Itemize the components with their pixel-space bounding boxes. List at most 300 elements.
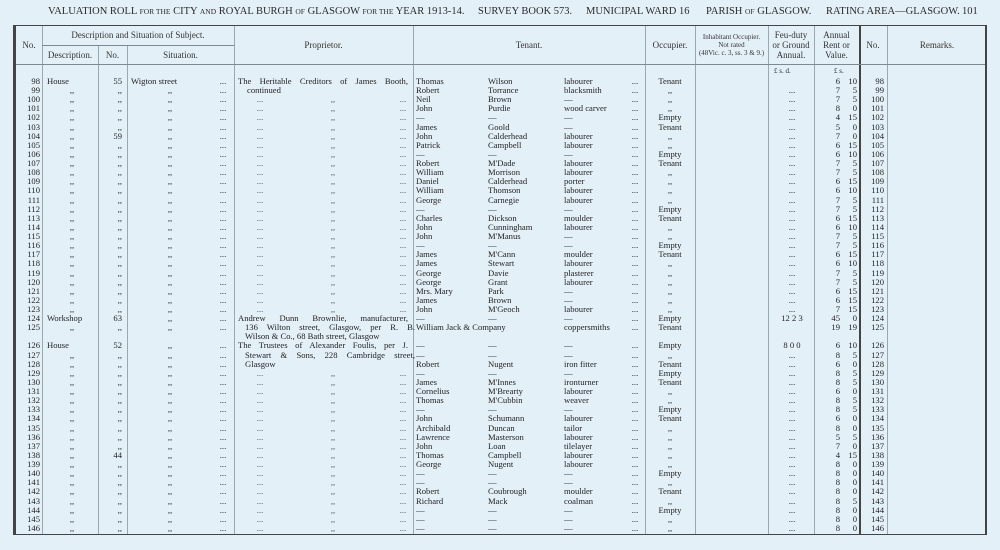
row-description: ,, <box>69 513 75 524</box>
row-number: 134 <box>27 413 40 424</box>
proprietor-line: The Trustees of Alexander Foulis, per J. <box>238 340 408 351</box>
tenant-dots: ... <box>631 367 639 378</box>
situation-dots: ... <box>219 276 227 287</box>
proprietor-ditto: ,, <box>330 422 336 433</box>
row-situation: ,, <box>167 158 173 169</box>
occupier-status: Tenant <box>658 121 682 132</box>
row-situation: ,, <box>167 522 173 533</box>
row-situation: ,, <box>167 185 173 196</box>
proprietor-ditto: ... <box>399 249 407 260</box>
rent-pounds: 6 <box>835 258 840 269</box>
proprietor-ditto: ... <box>256 413 264 424</box>
proprietor-ditto: ... <box>256 459 264 470</box>
row-situation: ,, <box>167 349 173 360</box>
row-situation: Wigton street <box>131 76 178 86</box>
row-number-right: 130 <box>871 376 884 387</box>
rent-shillings: 15 <box>848 449 857 460</box>
tenant-surname: Brown <box>488 94 512 105</box>
tenant-first-name: Patrick <box>416 139 441 150</box>
feu-duty: ... <box>788 258 796 269</box>
row-number: 123 <box>27 304 40 314</box>
tenant-dots: ... <box>631 194 639 205</box>
situation-dots: ... <box>219 349 227 360</box>
occupier-status: ,, <box>667 513 673 524</box>
proprietor-ditto: ... <box>256 249 264 260</box>
feu-duty: ... <box>788 468 796 479</box>
row-number-right: 109 <box>871 176 884 187</box>
tenant-first-name: Lawrence <box>416 431 450 442</box>
proprietor-ditto: ... <box>399 376 407 387</box>
feu-duty: ... <box>788 513 796 524</box>
rent-pounds: 6 <box>835 176 840 187</box>
proprietor-ditto: ... <box>256 185 264 196</box>
row-description: ,, <box>69 486 75 497</box>
rent-shillings: 15 <box>848 294 857 305</box>
tenant-first-name: Charles <box>416 212 443 223</box>
row-situation: ,, <box>167 285 173 296</box>
occupier-status: ,, <box>667 267 673 278</box>
rent-shillings: 0 <box>852 130 857 141</box>
occupier-status: Tenant <box>658 486 682 497</box>
proprietor-ditto: ,, <box>330 486 336 497</box>
proprietor-ditto: ,, <box>330 176 336 187</box>
rent-pounds: 7 <box>835 85 840 96</box>
row-house-number: ,, <box>117 185 122 196</box>
row-number: 98 <box>31 76 40 86</box>
proprietor-ditto: ,, <box>330 395 336 406</box>
proprietor-ditto: ... <box>399 194 407 205</box>
proprietor-line: Glasgow <box>245 358 276 369</box>
proprietor-ditto: ... <box>256 304 264 314</box>
rent-pounds: 8 <box>835 504 840 515</box>
rent-pounds: 6 <box>835 294 840 305</box>
tenant-dots: ... <box>631 139 639 150</box>
proprietor-ditto: ... <box>399 431 407 442</box>
row-description: ,, <box>69 522 75 533</box>
row-number-right: 107 <box>871 158 884 169</box>
row-description: ,, <box>69 477 75 488</box>
row-house-number: ,, <box>117 495 122 506</box>
tenant-surname: Masterson <box>488 431 524 442</box>
row-house-number: ,, <box>117 477 122 488</box>
tenant-occupation: — <box>564 349 573 360</box>
tenant-dots: ... <box>631 185 639 196</box>
row-number-right: 118 <box>871 258 884 269</box>
situation-dots: ... <box>219 404 227 415</box>
row-number-right: 142 <box>871 486 884 497</box>
row-house-number: ,, <box>117 376 122 387</box>
occupier-status: ,, <box>667 194 673 205</box>
tenant-dots: ... <box>631 431 639 442</box>
tenant-dots: ... <box>631 294 639 305</box>
row-situation: ,, <box>167 358 173 369</box>
row-situation: ,, <box>167 148 173 159</box>
proprietor-line: 136 Wilton street, Glasgow, per R. B. <box>245 322 415 333</box>
occupier-status: ,, <box>667 522 673 533</box>
row-number: 140 <box>27 468 40 479</box>
feu-duty: ... <box>788 94 796 105</box>
row-description: ,, <box>69 112 75 123</box>
proprietor-ditto: ... <box>399 139 407 150</box>
row-house-number: ,, <box>117 203 122 214</box>
row-situation: ,, <box>167 112 173 123</box>
row-number: 120 <box>27 276 40 287</box>
row-description: ,, <box>69 404 75 415</box>
tenant-dots: ... <box>631 504 639 515</box>
tenant-first-name: Cornelius <box>416 386 450 397</box>
occupier-status: Empty <box>658 340 682 351</box>
proprietor-ditto: ... <box>399 449 407 460</box>
tenant-dots: ... <box>631 404 639 415</box>
rent-pounds: 7 <box>835 440 840 451</box>
occupier-status: Tenant <box>658 376 682 387</box>
row-description: ,, <box>69 139 75 150</box>
occupier-status: ,, <box>667 477 673 488</box>
row-house-number: ,, <box>117 468 122 479</box>
row-house-number: 52 <box>113 340 122 351</box>
row-number-right: 141 <box>871 477 884 488</box>
rent-shillings: 5 <box>852 367 857 378</box>
proprietor-ditto: ... <box>256 121 264 132</box>
situation-dots: ... <box>219 459 227 470</box>
proprietor-ditto: ,, <box>330 167 336 178</box>
row-situation: ,, <box>167 449 173 460</box>
row-description: ,, <box>69 459 75 470</box>
row-house-number: ,, <box>117 404 122 415</box>
row-description: ,, <box>69 258 75 269</box>
occupier-status: ,, <box>667 231 673 242</box>
situation-dots: ... <box>219 431 227 442</box>
rent-shillings: 10 <box>848 185 857 196</box>
feu-duty: ... <box>788 139 796 150</box>
proprietor-ditto: ,, <box>330 212 336 223</box>
row-description: ,, <box>69 440 75 451</box>
row-situation: ,, <box>167 249 173 260</box>
tenant-occupation: — <box>564 112 573 123</box>
row-number-right: 125 <box>871 322 884 333</box>
row-situation: ,, <box>167 459 173 470</box>
row-number-right: 117 <box>871 249 884 260</box>
proprietor-ditto: ... <box>399 459 407 470</box>
rent-shillings: 5 <box>852 267 857 278</box>
rent-shillings: 5 <box>852 376 857 387</box>
row-description: ,, <box>69 85 75 96</box>
row-description: ,, <box>69 276 75 287</box>
occupier-status: ,, <box>667 495 673 506</box>
proprietor-ditto: ,, <box>330 367 336 378</box>
rent-shillings: 19 <box>848 322 857 333</box>
tenant-first-name: — <box>416 112 425 123</box>
occupier-status: Tenant <box>658 413 682 424</box>
row-number: 111 <box>27 194 40 205</box>
rent-pounds: 8 <box>835 376 840 387</box>
header-feu-duty <box>768 30 814 60</box>
tenant-occupation: labourer <box>564 459 593 470</box>
proprietor-ditto: ... <box>256 103 264 114</box>
tenant-occupation: — <box>564 285 573 296</box>
rent-shillings: 5 <box>852 431 857 442</box>
row-situation: ,, <box>167 203 173 214</box>
proprietor-ditto: ,, <box>330 276 336 287</box>
tenant-dots: ... <box>631 340 639 351</box>
feu-duty: ... <box>788 158 796 169</box>
tenant-first-name: — <box>416 522 425 533</box>
tenant-first-name: — <box>416 504 425 515</box>
tenant-occupation: coalman <box>564 495 594 506</box>
rent-shillings: 10 <box>848 76 857 86</box>
tenant-dots: ... <box>631 158 639 169</box>
tenant-occupation: — <box>564 504 573 515</box>
proprietor-ditto: ... <box>399 112 407 123</box>
rent-shillings: 10 <box>848 258 857 269</box>
rent-shillings: 5 <box>852 231 857 242</box>
row-description: ,, <box>69 94 75 105</box>
row-situation: ,, <box>167 313 173 324</box>
row-description: ,, <box>69 267 75 278</box>
proprietor-ditto: ... <box>256 94 264 105</box>
feu-units: £ s. d. <box>774 67 791 75</box>
occupier-status: ,, <box>667 285 673 296</box>
row-number: 100 <box>27 94 40 105</box>
rent-shillings: 15 <box>848 112 857 123</box>
row-description: ,, <box>69 386 75 397</box>
feu-duty: 12 2 3 <box>781 313 803 324</box>
rent-shillings: 0 <box>852 422 857 433</box>
row-description: ,, <box>69 358 75 369</box>
tenant-first-name: — <box>416 203 425 214</box>
rent-pounds: 7 <box>835 276 840 287</box>
row-number: 129 <box>27 367 40 378</box>
row-situation: ,, <box>167 194 173 205</box>
row-number: 139 <box>27 459 40 470</box>
row-description: ,, <box>69 240 75 251</box>
rent-units: £ s. <box>834 67 844 75</box>
row-situation: ,, <box>167 340 173 351</box>
tenant-first-name: Robert <box>416 358 440 369</box>
row-number-right: 101 <box>871 103 884 114</box>
situation-dots: ... <box>219 176 227 187</box>
proprietor-ditto: ... <box>399 386 407 397</box>
rent-shillings: 5 <box>852 349 857 360</box>
rent-shillings: 5 <box>852 240 857 251</box>
row-description: ,, <box>69 103 75 114</box>
header-remarks: Remarks. <box>919 40 955 50</box>
situation-dots: ... <box>219 395 227 406</box>
situation-dots: ... <box>219 367 227 378</box>
tenant-surname: — <box>488 148 497 159</box>
row-situation: ,, <box>167 294 173 305</box>
row-number: 132 <box>27 395 40 406</box>
row-house-number: ,, <box>117 422 122 433</box>
rent-pounds: 8 <box>835 103 840 114</box>
row-number-right: 128 <box>871 358 884 369</box>
tenant-occupation: — <box>564 468 573 479</box>
proprietor-ditto: ... <box>399 522 407 533</box>
situation-dots: ... <box>219 340 227 351</box>
proprietor-ditto: ,, <box>330 139 336 150</box>
title-text <box>48 6 465 17</box>
tenant-surname: Nugent <box>488 459 514 470</box>
proprietor-line: Wilson & Co., 68 Bath street, Glasgow <box>245 331 380 342</box>
tenant-surname: M'Innes <box>488 376 516 387</box>
feu-duty: ... <box>788 85 796 96</box>
tenant-occupation: blacksmith <box>564 85 602 96</box>
title-part: FOR THE <box>139 7 171 16</box>
title-part: FOR THE <box>362 7 394 16</box>
proprietor-ditto: ... <box>399 148 407 159</box>
rent-pounds: 6 <box>835 148 840 159</box>
feu-duty: ... <box>788 522 796 533</box>
situation-dots: ... <box>219 94 227 105</box>
tenant-surname: — <box>488 313 497 324</box>
tenant-surname: Calderhead <box>488 176 528 187</box>
feu-duty: ... <box>788 267 796 278</box>
row-house-number: ,, <box>117 522 122 533</box>
rent-pounds: 6 <box>835 386 840 397</box>
feu-duty: ... <box>788 404 796 415</box>
proprietor-ditto: ... <box>399 130 407 141</box>
tenant-occupation: labourer <box>564 139 593 150</box>
occupier-status: Tenant <box>658 76 682 86</box>
proprietor-ditto: ,, <box>330 304 336 314</box>
proprietor-ditto: ... <box>256 212 264 223</box>
row-number: 112 <box>27 203 40 214</box>
title-part: AND <box>199 7 217 16</box>
header-tenant: Tenant. <box>515 40 543 50</box>
row-house-number: ,, <box>117 194 122 205</box>
feu-duty: ... <box>788 386 796 397</box>
proprietor-ditto: ... <box>256 167 264 178</box>
table-row <box>0 506 1000 515</box>
row-situation: ,, <box>167 440 173 451</box>
row-house-number: ,, <box>117 276 122 287</box>
rent-shillings: 0 <box>852 440 857 451</box>
row-description: ,, <box>69 158 75 169</box>
tenant-occupation: wood carver <box>564 103 607 114</box>
proprietor-ditto: ... <box>399 185 407 196</box>
row-situation: ,, <box>167 495 173 506</box>
rent-shillings: 5 <box>852 395 857 406</box>
row-description: House <box>47 76 69 86</box>
tenant-first-name: James <box>416 249 438 260</box>
tenant-occupation: — <box>564 203 573 214</box>
occupier-status: Empty <box>658 504 682 515</box>
row-house-number: ,, <box>117 395 122 406</box>
row-situation: ,, <box>167 504 173 515</box>
rent-pounds: 6 <box>835 185 840 196</box>
survey-book: SURVEY BOOK 573. <box>478 6 573 17</box>
occupier-status: ,, <box>667 431 673 442</box>
proprietor-ditto: ... <box>256 495 264 506</box>
row-description: ,, <box>69 495 75 506</box>
feu-duty: ... <box>788 495 796 506</box>
situation-dots: ... <box>219 85 227 96</box>
row-situation: ,, <box>167 477 173 488</box>
proprietor-ditto: ,, <box>330 231 336 242</box>
row-situation: ,, <box>167 212 173 223</box>
situation-dots: ... <box>219 194 227 205</box>
title-part: GLASGOW <box>307 6 360 17</box>
proprietor-ditto: ... <box>399 504 407 515</box>
proprietor-ditto: ... <box>256 376 264 387</box>
situation-dots: ... <box>219 358 227 369</box>
proprietor-ditto: ... <box>256 231 264 242</box>
tenant-surname: Carnegie <box>488 194 520 205</box>
row-divider <box>42 45 234 46</box>
row-number-right: 114 <box>871 221 884 232</box>
row-number-right: 126 <box>871 340 884 351</box>
page-title <box>0 6 1000 20</box>
proprietor-ditto: ,, <box>330 504 336 515</box>
tenant-first-name: John <box>416 231 433 242</box>
proprietor-line: continued <box>247 85 281 96</box>
situation-dots: ... <box>219 203 227 214</box>
rent-pounds: 7 <box>835 94 840 105</box>
tenant-occupation: labourer <box>564 276 593 287</box>
situation-dots: ... <box>219 495 227 506</box>
row-number-right: 115 <box>871 231 884 242</box>
situation-dots: ... <box>219 386 227 397</box>
feu-duty: ... <box>788 194 796 205</box>
proprietor-ditto: ... <box>399 468 407 479</box>
row-number-right: 100 <box>871 94 884 105</box>
proprietor-ditto: ... <box>399 203 407 214</box>
proprietor-ditto: ... <box>399 294 407 305</box>
header-description: Description. <box>47 50 93 60</box>
rent-shillings: 0 <box>852 513 857 524</box>
tenant-first-name: George <box>416 276 442 287</box>
proprietor-ditto: ... <box>399 440 407 451</box>
proprietor-line: Andrew Dunn Brownlie, manufacturer, <box>238 313 408 324</box>
rent-pounds: 6 <box>835 413 840 424</box>
feu-duty: ... <box>788 413 796 424</box>
feu-duty: ... <box>788 148 796 159</box>
proprietor-ditto: ... <box>256 504 264 515</box>
header-rent-line: Rent or <box>823 40 850 50</box>
row-description: ,, <box>69 121 75 132</box>
proprietor-ditto: ... <box>399 285 407 296</box>
proprietor-ditto: ,, <box>330 376 336 387</box>
row-description: ,, <box>69 322 75 333</box>
proprietor-ditto: ,, <box>330 112 336 123</box>
tenant-dots: ... <box>631 322 639 333</box>
situation-dots: ... <box>219 422 227 433</box>
rent-pounds: 6 <box>835 139 840 150</box>
rent-pounds: 8 <box>835 495 840 506</box>
tenant-surname: M'Cubbin <box>488 395 523 406</box>
row-number: 121 <box>27 285 40 296</box>
tenant-surname: Nugent <box>488 358 514 369</box>
tenant-dots: ... <box>631 258 639 269</box>
header-feu-line: Annual. <box>776 50 806 60</box>
rent-shillings: 5 <box>852 194 857 205</box>
tenant-dots: ... <box>631 459 639 470</box>
table-row <box>0 305 1000 314</box>
tenant-dots: ... <box>631 94 639 105</box>
tenant-dots: ... <box>631 376 639 387</box>
title-part: YEAR 1913-14. <box>395 6 465 17</box>
header-no: No. <box>22 40 36 50</box>
tenant-first-name: Archibald <box>416 422 451 433</box>
proprietor-ditto: ... <box>399 395 407 406</box>
proprietor-ditto: ,, <box>330 249 336 260</box>
row-number-right: 99 <box>875 85 884 96</box>
table-row <box>0 196 1000 205</box>
feu-duty: ... <box>788 349 796 360</box>
row-number: 136 <box>27 431 40 442</box>
row-situation: ,, <box>167 231 173 242</box>
row-situation: ,, <box>167 240 173 251</box>
